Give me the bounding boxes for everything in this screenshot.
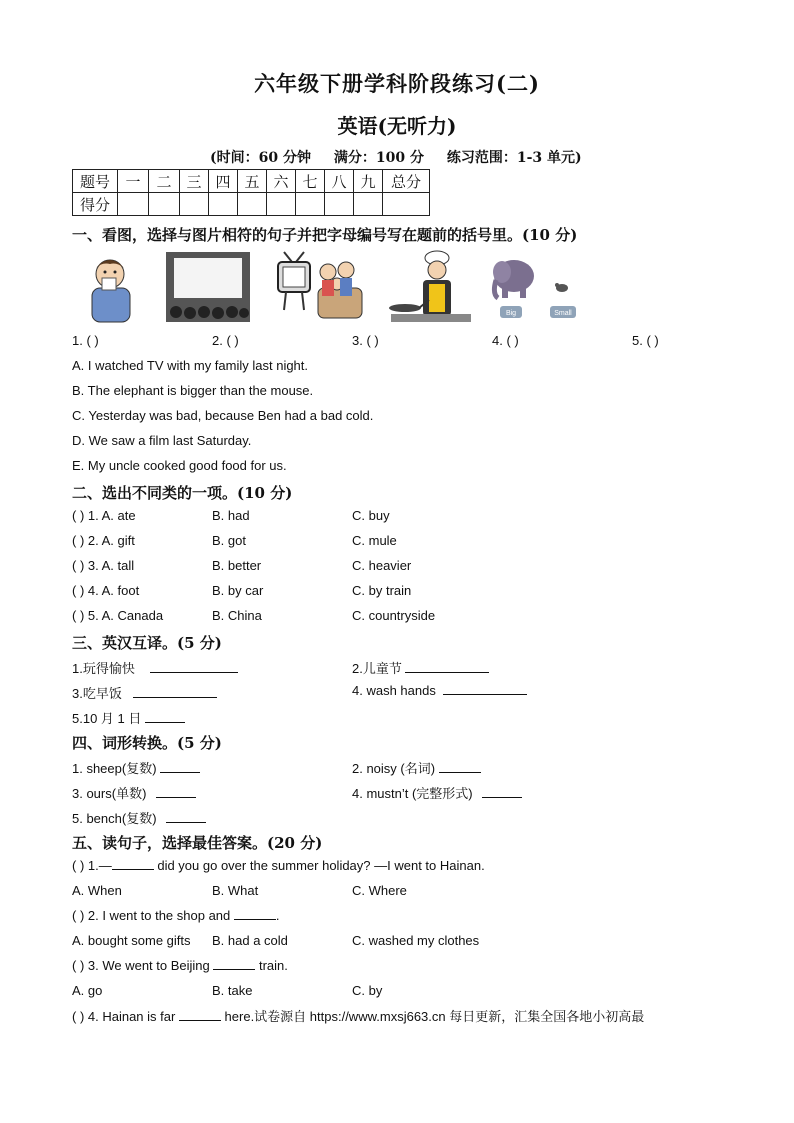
word-form-prompt: 5. bench(复数) — [72, 811, 157, 826]
option-b: B. The elephant is bigger than the mouse. — [72, 383, 314, 398]
choice-c: C. by train — [352, 583, 412, 598]
answer-line[interactable] — [166, 822, 206, 823]
answer-blank-2[interactable]: 2. ( ) — [212, 333, 239, 348]
score-cell[interactable] — [354, 193, 383, 216]
choice-a: A. bought some gifts — [72, 933, 191, 948]
table-cell: 六 — [267, 170, 296, 193]
table-cell: 八 — [325, 170, 354, 193]
section5-title: 五、读句子，选择最佳答案。(20 分) — [72, 834, 323, 852]
table-cell: 三 — [180, 170, 209, 193]
choice-c: C. mule — [352, 533, 397, 548]
word-form-prompt: 3. ours(单数) — [72, 786, 147, 801]
question-text: here.试卷源自 https://www.mxsj663.cn 每日更新，汇集全国各地小初高最 — [220, 1009, 645, 1024]
option-e: E. My uncle cooked good food for us. — [72, 458, 287, 473]
answer-line[interactable] — [112, 869, 154, 870]
table-cell: 四 — [209, 170, 238, 193]
exam-info — [210, 147, 600, 167]
translate-item — [352, 683, 527, 698]
word-form-item — [72, 783, 196, 802]
answer-line[interactable] — [482, 797, 522, 798]
choice-b: B. got — [212, 533, 246, 548]
translate-item — [72, 708, 185, 727]
choice-b: B. What — [212, 883, 259, 898]
score-cell[interactable] — [296, 193, 325, 216]
picture-row — [72, 250, 592, 325]
question-item: ( ) 5. A. Canada — [72, 608, 164, 623]
translate-item — [72, 683, 217, 702]
choice-b: B. had — [212, 508, 250, 523]
word-form-item — [72, 808, 206, 827]
mc-question-1 — [72, 858, 485, 873]
answer-line[interactable] — [234, 919, 276, 920]
mc-question-3 — [72, 958, 288, 973]
word-form-prompt: 1. sheep(复数) — [72, 761, 157, 776]
section3-title: 三、英汉互译。(5 分) — [72, 634, 222, 652]
choice-c: C. Where — [352, 883, 407, 898]
question-text: ( ) 1.— — [72, 858, 112, 873]
translate-prompt: 1.玩得愉快 — [72, 661, 135, 676]
question-item: ( ) 1. A. ate — [72, 508, 136, 523]
question-item: ( ) 4. A. foot — [72, 583, 140, 598]
section1-title: 一、看图，选择与图片相符的句子并把字母编号写在题前的括号里。(10 分) — [72, 226, 578, 244]
table-cell: 九 — [354, 170, 383, 193]
score-table-score-row — [73, 193, 430, 216]
answer-line[interactable] — [405, 672, 489, 673]
table-cell: 得分 — [73, 193, 118, 216]
answer-blank-3[interactable]: 3. ( ) — [352, 333, 379, 348]
translate-prompt: 5.10 月 1 日 — [72, 711, 142, 726]
question-text: ( ) 3. We went to Beijing — [72, 958, 214, 973]
answer-line[interactable] — [179, 1020, 221, 1021]
question-text: did you go over the summer holiday? —I went to Hainan. — [153, 858, 485, 873]
word-form-item — [352, 758, 481, 777]
answer-line[interactable] — [439, 772, 481, 773]
question-text: ( ) 2. I went to the shop and — [72, 908, 234, 923]
small-label: Small — [554, 310, 572, 317]
page-subtitle: 英语(无听力) — [337, 114, 457, 138]
translate-item — [72, 658, 238, 677]
section2-title: 二、选出不同类的一项。(10 分) — [72, 484, 293, 502]
choice-a: A. When — [72, 883, 122, 898]
answer-blank-4[interactable]: 4. ( ) — [492, 333, 519, 348]
table-cell: 二 — [149, 170, 180, 193]
answer-line[interactable] — [156, 797, 196, 798]
answer-blank-1[interactable]: 1. ( ) — [72, 333, 99, 348]
word-form-prompt: 4. mustn’t (完整形式) — [352, 786, 473, 801]
question-text: . — [275, 908, 280, 923]
section4-title: 四、词形转换。(5 分) — [72, 734, 222, 752]
word-form-item — [72, 758, 200, 777]
answer-line[interactable] — [160, 772, 200, 773]
score-cell[interactable] — [118, 193, 149, 216]
choice-c: C. by — [352, 983, 383, 998]
translate-prompt: 4. wash hands — [352, 683, 436, 698]
big-label: Big — [505, 310, 517, 317]
score-table — [72, 169, 430, 216]
translate-prompt: 2.儿童节 — [352, 661, 402, 676]
table-cell: 五 — [238, 170, 267, 193]
table-cell: 题号 — [73, 170, 118, 193]
score-cell[interactable] — [149, 193, 180, 216]
answer-line[interactable] — [133, 697, 217, 698]
choice-a: A. go — [72, 983, 103, 998]
question-item: ( ) 3. A. tall — [72, 558, 135, 573]
score-cell[interactable] — [209, 193, 238, 216]
choice-b: B. better — [212, 558, 262, 573]
translate-prompt: 3.吃早饭 — [72, 686, 122, 701]
translate-item — [352, 658, 489, 677]
question-item: ( ) 2. A. gift — [72, 533, 135, 548]
score-cell[interactable] — [180, 193, 209, 216]
option-a: A. I watched TV with my family last night. — [72, 358, 309, 373]
elephant-mouse-image — [490, 250, 585, 325]
choice-c: C. heavier — [352, 558, 412, 573]
score-info: 满分：100 分 — [333, 150, 424, 166]
question-text: train. — [255, 958, 288, 973]
answer-line[interactable] — [213, 969, 255, 970]
word-form-item — [352, 783, 522, 802]
choice-c: C. washed my clothes — [352, 933, 480, 948]
sick-boy-image — [72, 250, 147, 325]
answer-blank-5[interactable]: 5. ( ) — [632, 333, 659, 348]
family-tv-image — [274, 250, 364, 325]
table-cell: 一 — [118, 170, 149, 193]
score-cell[interactable] — [325, 193, 354, 216]
range-info: 练习范围：1-3 单元) — [446, 150, 582, 166]
score-cell[interactable] — [267, 193, 296, 216]
cooking-image — [387, 250, 472, 325]
score-cell[interactable] — [238, 193, 267, 216]
option-c: C. Yesterday was bad, because Ben had a bad cold. — [72, 408, 374, 423]
mc-question-4 — [72, 1006, 644, 1025]
choice-c: C. countryside — [352, 608, 436, 623]
score-cell[interactable] — [383, 193, 430, 216]
table-cell: 七 — [296, 170, 325, 193]
cinema-image — [164, 250, 252, 325]
choice-b: B. by car — [212, 583, 264, 598]
choice-b: B. had a cold — [212, 933, 288, 948]
answer-line[interactable] — [145, 722, 185, 723]
time-info: (时间：60 分钟 — [210, 150, 311, 166]
page-title: 六年级下册学科阶段练习(二) — [254, 71, 540, 96]
option-d: D. We saw a film last Saturday. — [72, 433, 252, 448]
mc-question-2 — [72, 908, 280, 923]
answer-line[interactable] — [443, 694, 527, 695]
table-cell: 总分 — [383, 170, 430, 193]
word-form-prompt: 2. noisy (名词) — [352, 761, 436, 776]
answer-line[interactable] — [150, 672, 238, 673]
choice-b: B. China — [212, 608, 262, 623]
score-table-header-row — [73, 170, 430, 193]
question-text: ( ) 4. Hainan is far — [72, 1009, 179, 1024]
choice-c: C. buy — [352, 508, 390, 523]
choice-b: B. take — [212, 983, 253, 998]
